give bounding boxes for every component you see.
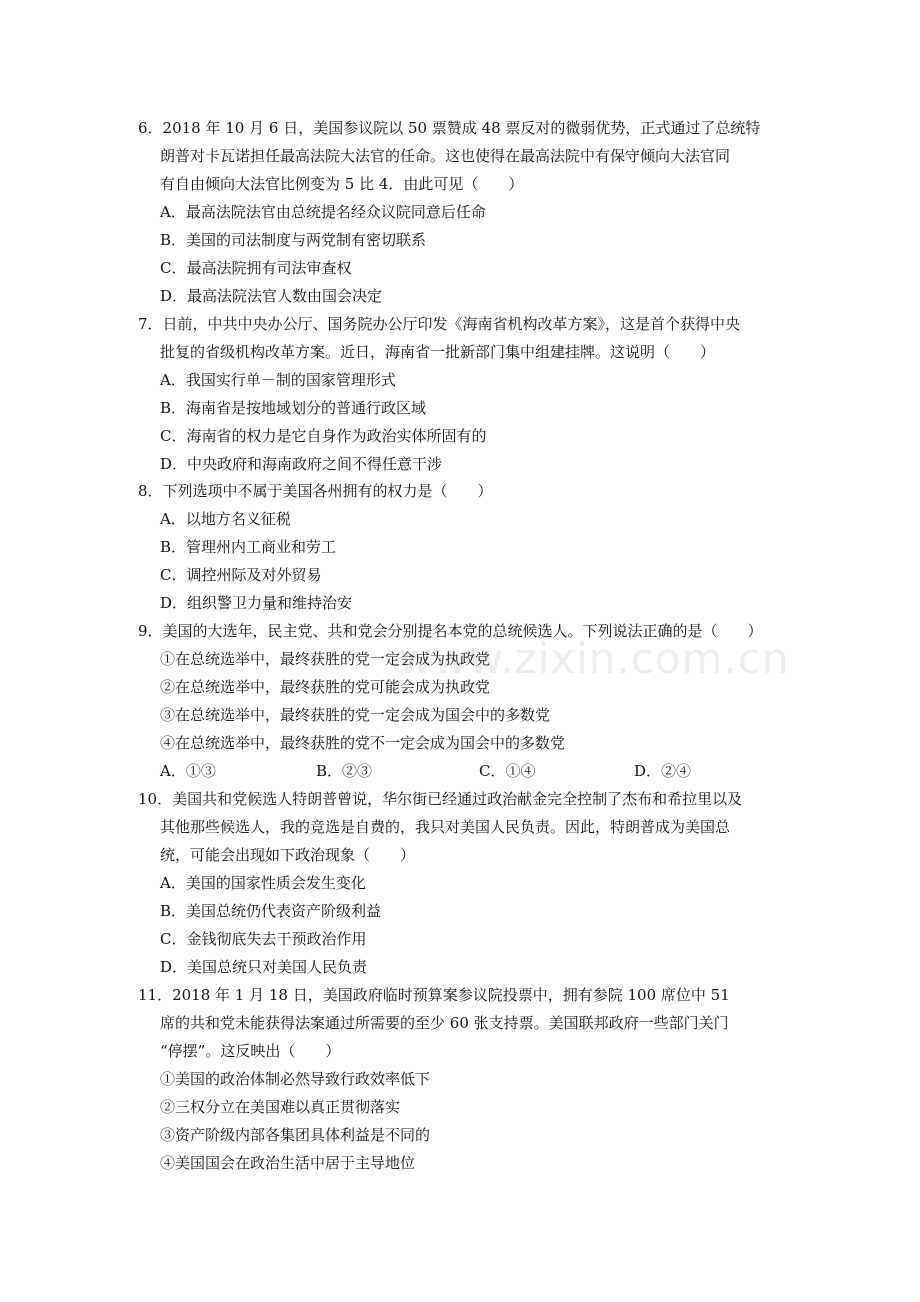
q6-stem-line-1: 6．2018 年 10 月 6 日，美国参议院以 50 票赞成 48 票反对的微弱优势，正式通过了总统特 [138,119,761,137]
q7-option-a: A．我国实行单－制的国家管理形式 [160,371,396,389]
q7-stem-line-1: 7．日前，中共中央办公厅、国务院办公厅印发《海南省机构改革方案》，这是首个获得中央 [138,315,741,333]
q10-stem-line-3: 统，可能会出现如下政治现象（ ） [160,846,416,864]
q8-stem: 8．下列选项中不属于美国各州拥有的权力是（ ） [138,482,493,500]
q7-option-b: B．海南省是按地域划分的普通行政区域 [160,399,427,417]
q7-option-d: D．中央政府和海南政府之间不得任意干涉 [160,455,443,473]
q11-item-4: ④美国国会在政治生活中居于主导地位 [160,1154,416,1172]
q11-stem-line-3: “停摆”。这反映出（ ） [160,1042,341,1060]
q9-choice-b: B．②③ [316,762,373,780]
q9-stem: 9．美国的大选年，民主党、共和党会分别提名本党的总统候选人。下列说法正确的是（ ） [138,622,763,640]
q11-item-1: ①美国的政治体制必然导致行政效率低下 [160,1070,431,1088]
q10-option-b: B．美国总统仍代表资产阶级利益 [160,902,382,920]
q7-option-c: C．海南省的权力是它自身作为政治实体所固有的 [160,427,487,445]
q10-stem-line-2: 其他那些候选人，我的竞选是自费的，我只对美国人民负责。因此，特朗普成为美国总 [160,818,731,836]
q9-choices [0,761,920,781]
q10-option-d: D．美国总统只对美国人民负责 [160,958,368,976]
q11-stem-line-2: 席的共和党未能获得法案通过所需要的至少 60 张支持票。美国联邦政府一些部门关门 [160,1014,729,1032]
q6-option-a: A．最高法院法官由总统提名经众议院同意后任命 [160,203,486,221]
q9-choice-c: C．①④ [479,762,536,780]
watermark: www.zixin.com.cn [398,634,790,683]
q9-item-3: ③在总统选举中，最终获胜的党一定会成为国会中的多数党 [160,706,551,724]
q9-item-2: ②在总统选举中，最终获胜的党可能会成为执政党 [160,678,491,696]
q6-stem-line-3: 有自由倾向大法官比例变为 5 比 4．由此可见（ ） [160,175,524,193]
q8-option-c: C．调控州际及对外贸易 [160,566,322,584]
q9-choice-d: D．②④ [634,762,692,780]
q8-option-d: D．组织警卫力量和维持治安 [160,594,353,612]
q6-option-b: B．美国的司法制度与两党制有密切联系 [160,231,427,249]
q10-option-a: A．美国的国家性质会发生变化 [160,874,366,892]
q10-option-c: C．金钱彻底失去干预政治作用 [160,930,367,948]
q11-item-3: ③资产阶级内部各集团具体利益是不同的 [160,1126,431,1144]
q9-item-1: ①在总统选举中，最终获胜的党一定会成为执政党 [160,650,491,668]
q11-item-2: ②三权分立在美国难以真正贯彻落实 [160,1098,401,1116]
q7-stem-line-2: 批复的省级机构改革方案。近日，海南省一批新部门集中组建挂牌。这说明（ ） [160,343,716,361]
q8-option-b: B．管理州内工商业和劳工 [160,538,337,556]
q8-option-a: A．以地方名义征税 [160,510,291,528]
q6-stem-line-2: 朗普对卡瓦诺担任最高法院大法官的任命。这也使得在最高法院中有保守倾向大法官同 [160,147,731,165]
q9-choice-a: A．①③ [160,762,216,780]
q9-item-4: ④在总统选举中，最终获胜的党不一定会成为国会中的多数党 [160,734,566,752]
q11-stem-line-1: 11．2018 年 1 月 18 日，美国政府临时预算案参议院投票中，拥有参院 100 席位中 51 [138,986,730,1004]
q10-stem-line-1: 10．美国共和党候选人特朗普曾说，华尔街已经通过政治献金完全控制了杰布和希拉里以及 [138,790,743,808]
q6-option-c: C．最高法院拥有司法审查权 [160,259,352,277]
q6-option-d: D．最高法院法官人数由国会决定 [160,287,383,305]
